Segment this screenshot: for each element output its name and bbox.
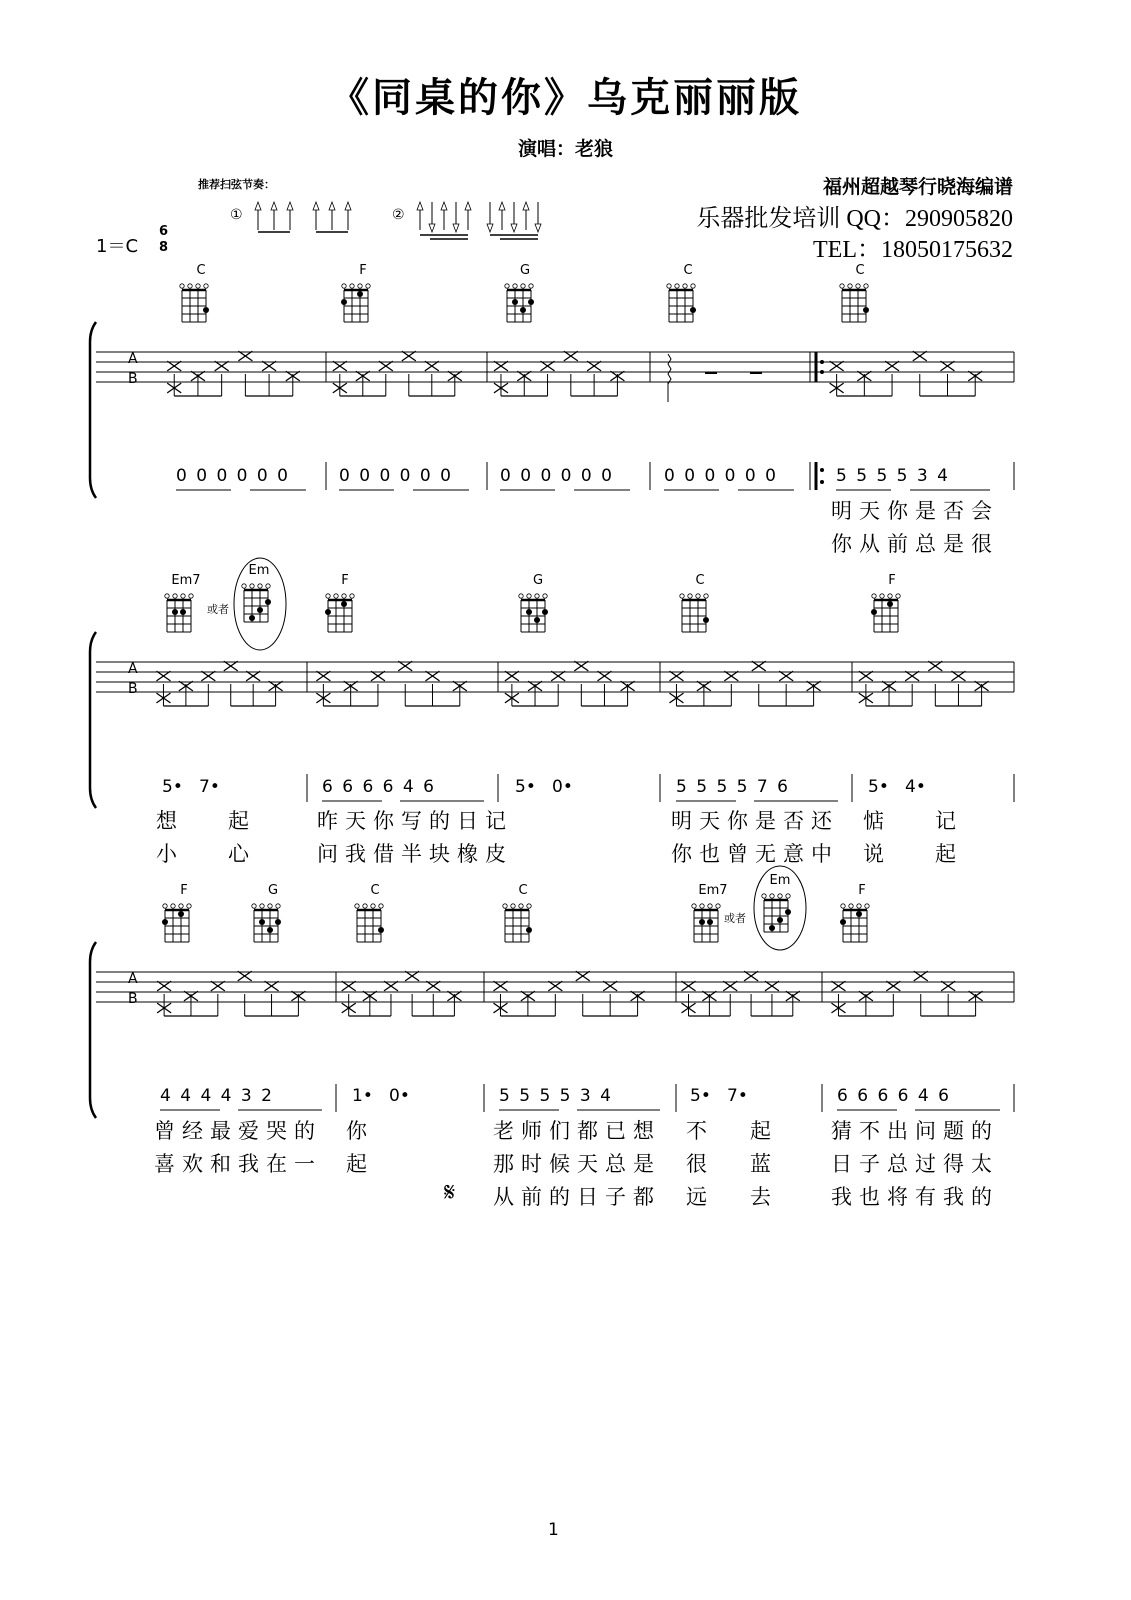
chord-open-string xyxy=(350,594,354,598)
chord-name: G xyxy=(519,263,531,278)
chord-open-string xyxy=(350,284,354,288)
chord-open-string xyxy=(173,594,177,598)
chord-open-string xyxy=(770,894,774,898)
notation-measure: 5 5 5 5 7 6 xyxy=(676,777,790,797)
chord-finger-dot xyxy=(542,609,548,615)
lyric-line: 老师们都已想 xyxy=(493,1119,661,1143)
strum-pattern-2: ② xyxy=(392,207,405,223)
chord-finger-dot xyxy=(863,307,869,313)
tab-b: B xyxy=(128,371,138,387)
chord-open-string xyxy=(848,284,852,288)
strum-label: 推荐扫弦节奏： xyxy=(198,178,275,191)
chord-open-string xyxy=(527,594,531,598)
tel-credit: TEL：18050175632 xyxy=(813,237,1013,263)
lyric-line: 起 xyxy=(346,1152,374,1176)
lyric-line: 去 xyxy=(750,1185,778,1209)
chord-finger-dot xyxy=(259,919,265,925)
chord-open-string xyxy=(366,284,370,288)
chord-finger-dot xyxy=(162,919,168,925)
chord-open-string xyxy=(260,904,264,908)
chord-open-string xyxy=(704,594,708,598)
qq-credit: 乐器批发培训 QQ：290905820 xyxy=(696,206,1013,232)
chord-finger-dot xyxy=(690,307,696,313)
chord-open-string xyxy=(334,594,338,598)
chord-finger-dot xyxy=(378,927,384,933)
chord-finger-dot xyxy=(871,609,877,615)
chord-open-string xyxy=(696,594,700,598)
lyric-line: 小 xyxy=(156,842,184,866)
chord-open-string xyxy=(188,284,192,288)
lyric-line: 说 xyxy=(863,842,891,866)
chord-finger-dot xyxy=(257,607,263,613)
strum-arrowhead xyxy=(511,224,517,232)
strum-pattern-1: ① xyxy=(230,207,243,223)
strum-arrowhead xyxy=(499,202,505,210)
repeat-dot xyxy=(820,468,824,472)
notation-measure: 5 5 5 5 3 4 xyxy=(836,466,950,486)
repeat-dot xyxy=(820,480,824,484)
chord-finger-dot xyxy=(856,911,862,917)
chord-open-string xyxy=(242,584,246,588)
chord-open-string xyxy=(511,904,515,908)
chord-open-string xyxy=(527,904,531,908)
system-bracket xyxy=(90,632,96,808)
chord-open-string xyxy=(363,904,367,908)
chord-open-string xyxy=(535,594,539,598)
chord-finger-dot xyxy=(785,909,791,915)
lyric-line: 很 xyxy=(686,1152,714,1176)
strum-arrowhead xyxy=(441,202,447,210)
lyric-line: 你也曾无意中 xyxy=(671,842,839,866)
chord-open-string xyxy=(840,284,844,288)
system-bracket xyxy=(90,322,96,498)
chord-name: C xyxy=(855,263,865,278)
lyric-line: 起 xyxy=(750,1119,778,1143)
or-label: 或者 xyxy=(724,912,746,925)
chord-open-string xyxy=(163,904,167,908)
chord-name: G xyxy=(532,573,544,588)
strum-arrowhead xyxy=(255,202,261,210)
chord-open-string xyxy=(849,904,853,908)
chord-open-string xyxy=(841,904,845,908)
time-signature-top: 6 xyxy=(159,224,169,239)
chord-open-string xyxy=(181,594,185,598)
chord-open-string xyxy=(179,904,183,908)
roll-mark xyxy=(668,354,671,384)
lyric-line: 喜欢和我在一 xyxy=(154,1152,322,1176)
chord-name: C xyxy=(518,883,528,898)
strum-arrowhead xyxy=(535,224,541,232)
lyric-line: 明天你是否会 xyxy=(831,499,999,523)
chord-name: F xyxy=(858,883,866,898)
chord-open-string xyxy=(204,284,208,288)
chord-name: C xyxy=(370,883,380,898)
chord-open-string xyxy=(326,594,330,598)
chord-open-string xyxy=(252,904,256,908)
chord-open-string xyxy=(888,594,892,598)
lyric-line: 你从前总是很 xyxy=(831,532,999,556)
chord-finger-dot xyxy=(172,609,178,615)
chord-open-string xyxy=(872,594,876,598)
chord-open-string xyxy=(708,904,712,908)
chord-open-string xyxy=(543,594,547,598)
chord-open-string xyxy=(880,594,884,598)
repeat-dot xyxy=(820,370,824,374)
chord-open-string xyxy=(342,594,346,598)
chord-open-string xyxy=(196,284,200,288)
chord-open-string xyxy=(503,904,507,908)
chord-finger-dot xyxy=(520,307,526,313)
chord-finger-dot xyxy=(275,919,281,925)
chord-finger-dot xyxy=(180,609,186,615)
tab-a: A xyxy=(128,661,138,677)
notation-measure: 0 0 0 0 0 0 xyxy=(500,466,614,486)
page-title: 《同桌的你》乌克丽丽版 xyxy=(329,75,802,121)
arranger-credit: 福州超越琴行晓海编谱 xyxy=(822,176,1013,198)
chord-finger-dot xyxy=(840,919,846,925)
chord-finger-dot xyxy=(249,615,255,621)
chord-open-string xyxy=(342,284,346,288)
tab-b: B xyxy=(128,991,138,1007)
or-label: 或者 xyxy=(207,603,229,616)
chord-name: G xyxy=(267,883,279,898)
chord-finger-dot xyxy=(203,307,209,313)
strum-arrowhead xyxy=(329,202,335,210)
lyric-line: 惦 xyxy=(863,809,891,833)
chord-open-string xyxy=(667,284,671,288)
chord-open-string xyxy=(864,284,868,288)
chord-open-string xyxy=(680,594,684,598)
segno-sign: 𝄋 xyxy=(444,1178,456,1208)
lyric-line: 问我借半块橡皮 xyxy=(317,842,513,866)
chord-open-string xyxy=(519,594,523,598)
chord-open-string xyxy=(180,284,184,288)
time-signature-bottom: 8 xyxy=(159,240,169,255)
chord-finger-dot xyxy=(178,911,184,917)
chord-open-string xyxy=(778,894,782,898)
chord-finger-dot xyxy=(357,291,363,297)
lyric-line: 日子总过得太 xyxy=(831,1152,999,1176)
chord-open-string xyxy=(856,284,860,288)
lyric-line: 远 xyxy=(686,1185,714,1209)
chord-open-string xyxy=(786,894,790,898)
lyric-line: 心 xyxy=(228,842,256,866)
notation-measure: 0 0 0 0 0 0 xyxy=(339,466,453,486)
strum-arrowhead xyxy=(417,202,423,210)
chord-finger-dot xyxy=(534,617,540,623)
chord-finger-dot xyxy=(777,917,783,923)
chord-open-string xyxy=(896,594,900,598)
chord-open-string xyxy=(165,594,169,598)
lyric-line: 昨天你写的日记 xyxy=(317,809,513,833)
repeat-dot xyxy=(820,360,824,364)
notation-measure: 5 5 5 5 3 4 xyxy=(499,1086,613,1106)
chord-name: Em xyxy=(769,873,791,888)
chord-name: C xyxy=(683,263,693,278)
chord-open-string xyxy=(683,284,687,288)
chord-open-string xyxy=(250,584,254,588)
lyric-line: 曾经最爱哭的 xyxy=(154,1119,322,1143)
chord-open-string xyxy=(688,594,692,598)
chord-finger-dot xyxy=(265,599,271,605)
strum-arrowhead xyxy=(287,202,293,210)
lyric-line: 从前的日子都 xyxy=(493,1185,661,1209)
chord-open-string xyxy=(187,904,191,908)
chord-open-string xyxy=(857,904,861,908)
strum-arrowhead xyxy=(271,202,277,210)
chord-name: F xyxy=(341,573,349,588)
notation-measure: 0 0 0 0 0 0 xyxy=(176,466,290,486)
chord-open-string xyxy=(865,904,869,908)
chord-finger-dot xyxy=(703,617,709,623)
tab-a: A xyxy=(128,351,138,367)
chord-finger-dot xyxy=(887,601,893,607)
chord-finger-dot xyxy=(526,927,532,933)
chord-finger-dot xyxy=(707,919,713,925)
chord-name: F xyxy=(359,263,367,278)
chord-open-string xyxy=(505,284,509,288)
notation-measure: 1• 0• xyxy=(352,1086,410,1106)
chord-open-string xyxy=(189,594,193,598)
chord-finger-dot xyxy=(341,601,347,607)
chord-finger-dot xyxy=(267,927,273,933)
chord-finger-dot xyxy=(325,609,331,615)
chord-open-string xyxy=(371,904,375,908)
tab-a: A xyxy=(128,971,138,987)
chord-name: F xyxy=(888,573,896,588)
chord-name: Em7 xyxy=(698,883,728,898)
strum-arrowhead xyxy=(429,224,435,232)
chord-finger-dot xyxy=(341,299,347,305)
chord-open-string xyxy=(675,284,679,288)
lyric-line: 你 xyxy=(346,1119,374,1143)
chord-name: F xyxy=(180,883,188,898)
strum-arrowhead xyxy=(523,202,529,210)
tab-b: B xyxy=(128,681,138,697)
chord-finger-dot xyxy=(528,299,534,305)
lyric-line: 起 xyxy=(228,809,256,833)
chord-finger-dot xyxy=(526,609,532,615)
singer-credit: 演唱：老狼 xyxy=(517,138,613,160)
notation-measure: 5• 7• xyxy=(690,1086,748,1106)
chord-open-string xyxy=(762,894,766,898)
lyric-line: 起 xyxy=(935,842,963,866)
lyric-line: 明天你是否还 xyxy=(671,809,839,833)
notation-measure: 5• 0• xyxy=(515,777,573,797)
strum-arrowhead xyxy=(345,202,351,210)
notation-measure: 6 6 6 6 4 6 xyxy=(837,1086,951,1106)
chord-open-string xyxy=(355,904,359,908)
chord-open-string xyxy=(171,904,175,908)
strum-arrowhead xyxy=(313,202,319,210)
notation-measure: 0 0 0 0 0 0 xyxy=(664,466,778,486)
chord-open-string xyxy=(716,904,720,908)
chord-finger-dot xyxy=(699,919,705,925)
chord-name: C xyxy=(695,573,705,588)
strum-arrowhead xyxy=(453,224,459,232)
chord-finger-dot xyxy=(769,925,775,931)
chord-open-string xyxy=(358,284,362,288)
chord-open-string xyxy=(700,904,704,908)
page-number: 1 xyxy=(548,1520,559,1540)
chord-open-string xyxy=(513,284,517,288)
chord-open-string xyxy=(379,904,383,908)
notation-measure: 5• 4• xyxy=(868,777,926,797)
lyric-line: 猜不出问题的 xyxy=(831,1119,999,1143)
lyric-line: 我也将有我的 xyxy=(831,1185,999,1209)
system-bracket xyxy=(90,942,96,1118)
chord-open-string xyxy=(692,904,696,908)
notation-measure: 4 4 4 4 3 2 xyxy=(160,1086,274,1106)
key-signature: 1＝C xyxy=(96,236,139,257)
lyric-line: 想 xyxy=(156,809,184,833)
notation-measure: 5• 7• xyxy=(162,777,220,797)
chord-name: Em7 xyxy=(171,573,201,588)
chord-open-string xyxy=(691,284,695,288)
chord-open-string xyxy=(266,584,270,588)
strum-arrowhead xyxy=(487,224,493,232)
lyric-line: 蓝 xyxy=(750,1152,778,1176)
chord-open-string xyxy=(529,284,533,288)
chord-open-string xyxy=(258,584,262,588)
chord-finger-dot xyxy=(512,299,518,305)
lyric-line: 记 xyxy=(935,809,963,833)
chord-open-string xyxy=(521,284,525,288)
lyric-line: 那时候天总是 xyxy=(493,1152,661,1176)
chord-open-string xyxy=(276,904,280,908)
chord-open-string xyxy=(519,904,523,908)
notation-measure: 6 6 6 6 4 6 xyxy=(322,777,436,797)
chord-open-string xyxy=(268,904,272,908)
strum-arrowhead xyxy=(465,202,471,210)
chord-name: C xyxy=(196,263,206,278)
lyric-line: 不 xyxy=(686,1119,714,1143)
chord-name: Em xyxy=(248,563,270,578)
